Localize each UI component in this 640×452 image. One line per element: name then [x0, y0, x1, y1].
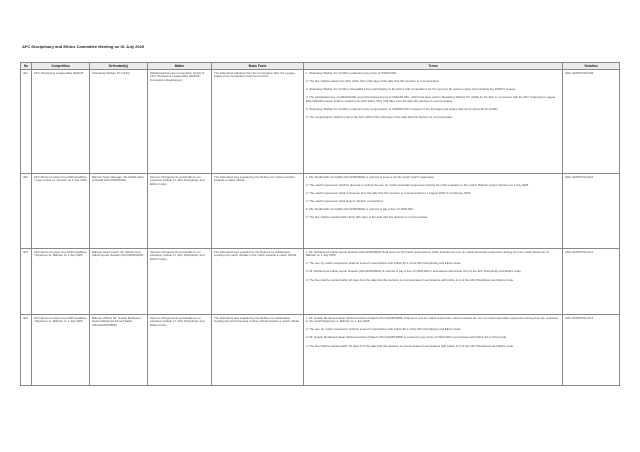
term-paragraph: 3. Mr. Husain Mohamed Hasan Mohamed Ahmed Saleh (AFC/AdOff/13865) is ordered to pay a fine of USD2,000 in accordance with Article 62.2 of the Code. — [306, 335, 507, 340]
cell-no: 404 — [21, 315, 32, 386]
term-paragraph: 4. The fine shall be settled within 30 days from the date that this decision is communicated in accordance with Article 11.3 of the AFC Disciplinary and Ethics Code. — [306, 343, 514, 348]
term-paragraph: 1. Shandong Taishan FC (CHN) is ordered to pay a fine of USD30,000. — [306, 70, 397, 75]
cell-violation: LWC 2025/07/01/A/10 — [563, 174, 620, 249]
table-row — [21, 70, 620, 174]
decisions-table — [20, 62, 620, 386]
cell-facts: The Defendant was expelled by the Referee for violent conduct towards a match official. — [212, 174, 304, 249]
term-paragraph: 3. The match suspension shall commence from the date that this decision is communicated to 1 August 2025 to 1 February 2026. — [306, 190, 472, 195]
cell-facts: The Defendant withdrew from the Competition after the League Stage of the Competition had commenced. — [212, 70, 304, 174]
cell-defendant: Bahrain Team Manager, Ms Khalid Ailam Al Ghaffi (AFC/2025/0002) — [90, 174, 148, 249]
cell-no: 402 — [21, 174, 32, 249]
document-title: AFC Disciplinary and Ethics Committee Meeting on 01 July 2025 — [22, 44, 145, 49]
cell-matter: Serious infringements punishable by an expulsion (Article 17, AFC Disciplinary and Ethics Code) — [148, 315, 212, 386]
cell-terms — [304, 70, 563, 174]
cell-defendant: Bahrain Official, Mr. Husain Mohamed Hasan Mohamed Ahmed Saleh (AFC/AdOff/13865) — [90, 315, 148, 386]
cell-competition: AFC Women's Asian Cup 2026 Qualifiers / Myanmar vs. Bahrain on 1 July 2025 — [32, 249, 90, 315]
table-row — [21, 174, 620, 249]
term-paragraph: 4. The fine shall be settled within 30 days from the date that this decision is communicated in accordance with Article 11.3 of the AFC Disciplinary and Ethics Code. — [306, 277, 514, 282]
cell-matter: Serious infringements punishable by an expulsion (Article 17, AFC Disciplinary and Ethics Code) — [148, 249, 212, 315]
table-row — [21, 249, 620, 315]
term-paragraph: 2. The one (1) match suspension shall be served in accordance with Article 56.2 of the AFC Disciplinary and Ethics Code. — [306, 327, 462, 332]
cell-defendant: Bahrain Head Coach, Mr. Mohammed Adnan Ayoob Hussain (AFC/2025/0003) — [90, 249, 148, 315]
header-competition: Competition — [32, 63, 90, 70]
term-paragraph: 2. The one (1) match suspension shall be served in accordance with Article 56.2 of the AFC Disciplinary and Ethics Code. — [306, 261, 462, 266]
cell-competition: AFC Champions League Elite 2024/25 — [32, 70, 90, 174]
header-matter: Matter — [148, 63, 212, 70]
cell-facts: The Defendant was expelled by the Referee for deliberately insulting the technical area to three official towards a match official. — [212, 315, 304, 386]
table-header-row — [21, 63, 620, 70]
header-terms: Terms — [304, 63, 563, 70]
cell-defendant: Shandong Taishan FC (CHN) — [90, 70, 148, 174]
header-defendants: Defendant(s) — [90, 63, 148, 70]
cell-no: 403 — [21, 249, 32, 315]
cell-violation: LWC 2025/07/01/A/12 — [563, 315, 620, 386]
term-paragraph: 4. The match suspension shall apply to all AFC competitions. — [306, 199, 384, 204]
term-paragraph: 1. Mr. Husain Mohamed Hasan Mohamed Ahmed Saleh (AFC/AdOff/13865) shall serve one (1) match suspension, which includes the one (1) match automatic suspension arising from the expulsion in the match Myanmar vs. Bahrain on 1 July 2025. — [306, 315, 559, 324]
header-basic-facts: Basic Facts — [212, 63, 304, 70]
term-paragraph: 3. Mr. Mohammed Adnan Ayoob Hussain (AFC/2025/0003) is ordered to pay a fine of USD5,000 in accordance with Article 62.2 of the AFC Disciplinary and Ethics Code. — [306, 269, 522, 274]
cell-matter: Withdrawal from the Competition (Article 5 AFC Champions League Elite 2024/25 Competition Regulations) — [148, 70, 212, 174]
cell-competition: AFC Women's Asian Cup 2026 Qualifiers / Myanmar vs. Bahrain on 1 July 2025 — [32, 315, 90, 386]
cell-matter: Serious infringements punishable by an expulsion (Article 17, AFC Disciplinary and Ethics Code) — [148, 174, 212, 249]
term-paragraph: 2. The match suspension shall be deemed to include the one (1) match automatic suspension arising from this expulsion in the match: Bahrain versus Vietnam on 1 July 2025. — [306, 182, 530, 187]
cell-violation: LWC 2025/07/01/A/11 — [563, 249, 620, 315]
cell-terms — [304, 315, 563, 386]
header-no: No — [21, 63, 32, 70]
cell-facts: The Defendant was expelled by the Referee for deliberately insulting the match officials in the match towards a match official. — [212, 249, 304, 315]
cell-no: 401 — [21, 70, 32, 174]
term-paragraph: 6. The fine shall be settled within thirty (30) days of the date that this decision is communicated. — [306, 215, 428, 220]
cell-terms — [304, 174, 563, 249]
term-paragraph: 4. The participation fee of USD400,000, and performance bonus of USD100,000 - which has been paid to Shandong Taishan FC (CHN) by the AFC in connection with the AFC Champions League Elite 2024/25 season shall be repaid to the AFC within thirty (30) days from the date this decision is communicated. — [306, 95, 556, 103]
term-paragraph: 3. Shandong Taishan FC (CHN) is disqualified from participating in the AFC's club competitions for the next two (2) season cycles and including the 2026/27 season. — [306, 86, 517, 91]
header-violation: Violation — [563, 63, 620, 70]
cell-violation: LWC 2025/07/01/A/09 — [563, 70, 620, 174]
term-paragraph: 5. Ms. Khalid Ailam Al Ghaffi (AFC/2025/0002) is ordered to pay a fine of USD3,000. — [306, 207, 414, 212]
cell-competition: AFC Women's Asian Cup 2026 Qualifiers / Laos versus vs. Vietnam on 1 July 2025 — [32, 174, 90, 249]
term-paragraph: 1. Ms. Khalid Ailam Al Ghaffi (AFC/2025/0002) is ordered to serve a six (6) month match suspension. — [306, 174, 435, 179]
term-paragraph: 1. Mr. Mohammed Adnan Ayoob Hussain (AFC/2025/0003) shall serve six (6) match suspensions, which includes the one (1) match automatic suspension arising from the match Myanmar vs. Bahrain on 1 July 2025. — [306, 249, 550, 258]
term-paragraph: 6. The compensation shall be paid to the AFC within thirty (30) days of the date that this decision is communicated. — [306, 115, 453, 120]
cell-terms — [304, 249, 563, 315]
table-row — [21, 315, 620, 386]
term-paragraph: 2. The fine shall be paid to the AFC within thirty (30) days of the date that this decision is communicated. — [306, 78, 440, 83]
term-paragraph: 5. Shandong Taishan FC (CHN) is ordered to pay compensation of USD650,000 in respect of the damages and losses claimed by about 90 FC (KOR). — [306, 106, 499, 111]
